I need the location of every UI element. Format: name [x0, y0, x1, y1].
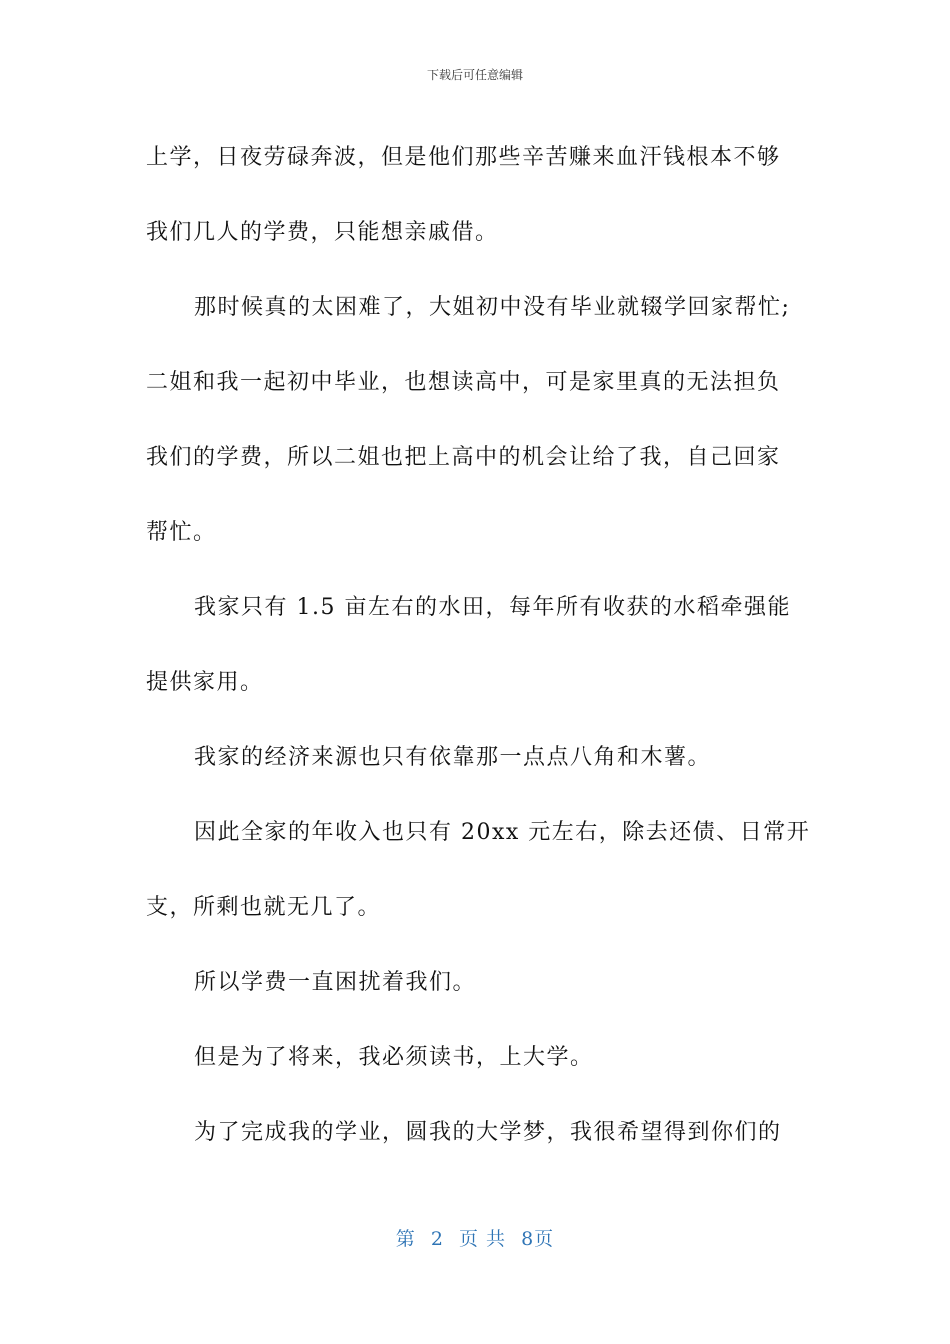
page-number-middle: 页 共	[459, 1228, 507, 1250]
paragraph-line: 所以学费一直困扰着我们。	[194, 970, 477, 995]
paragraph-line: 我家只有 1.5 亩左右的水田，每年所有收获的水稻牵强能	[194, 595, 791, 620]
paragraph-line: 上学，日夜劳碌奔波，但是他们那些辛苦赚来血汗钱根本不够	[146, 145, 781, 170]
page-number-footer	[0, 1224, 950, 1251]
paragraph-line: 提供家用。	[146, 670, 264, 695]
paragraph-line: 我们几人的学费，只能想亲戚借。	[146, 220, 499, 245]
paragraph-line: 帮忙。	[146, 520, 217, 545]
paragraph-line: 因此全家的年收入也只有 20xx 元左右，除去还债、日常开	[194, 820, 811, 845]
paragraph-line: 支，所剩也就无几了。	[146, 895, 382, 920]
page-number-prefix: 第	[395, 1228, 416, 1250]
paragraph-line: 为了完成我的学业，圆我的大学梦，我很希望得到你们的	[194, 1120, 782, 1145]
paragraph-line: 我们的学费，所以二姐也把上高中的机会让给了我，自己回家	[146, 445, 781, 470]
page-number-current: 2	[430, 1228, 444, 1250]
paragraph-line: 二姐和我一起初中毕业，也想读高中，可是家里真的无法担负	[146, 370, 781, 395]
paragraph-line: 但是为了将来，我必须读书，上大学。	[194, 1045, 594, 1070]
paragraph-line: 我家的经济来源也只有依靠那一点点八角和木薯。	[194, 745, 712, 770]
document-body	[146, 120, 811, 1170]
page-header: 下载后可任意编辑	[426, 68, 523, 82]
paragraph-line: 那时候真的太困难了，大姐初中没有毕业就辍学回家帮忙;	[194, 295, 791, 320]
page-number-total: 8页	[521, 1228, 555, 1250]
